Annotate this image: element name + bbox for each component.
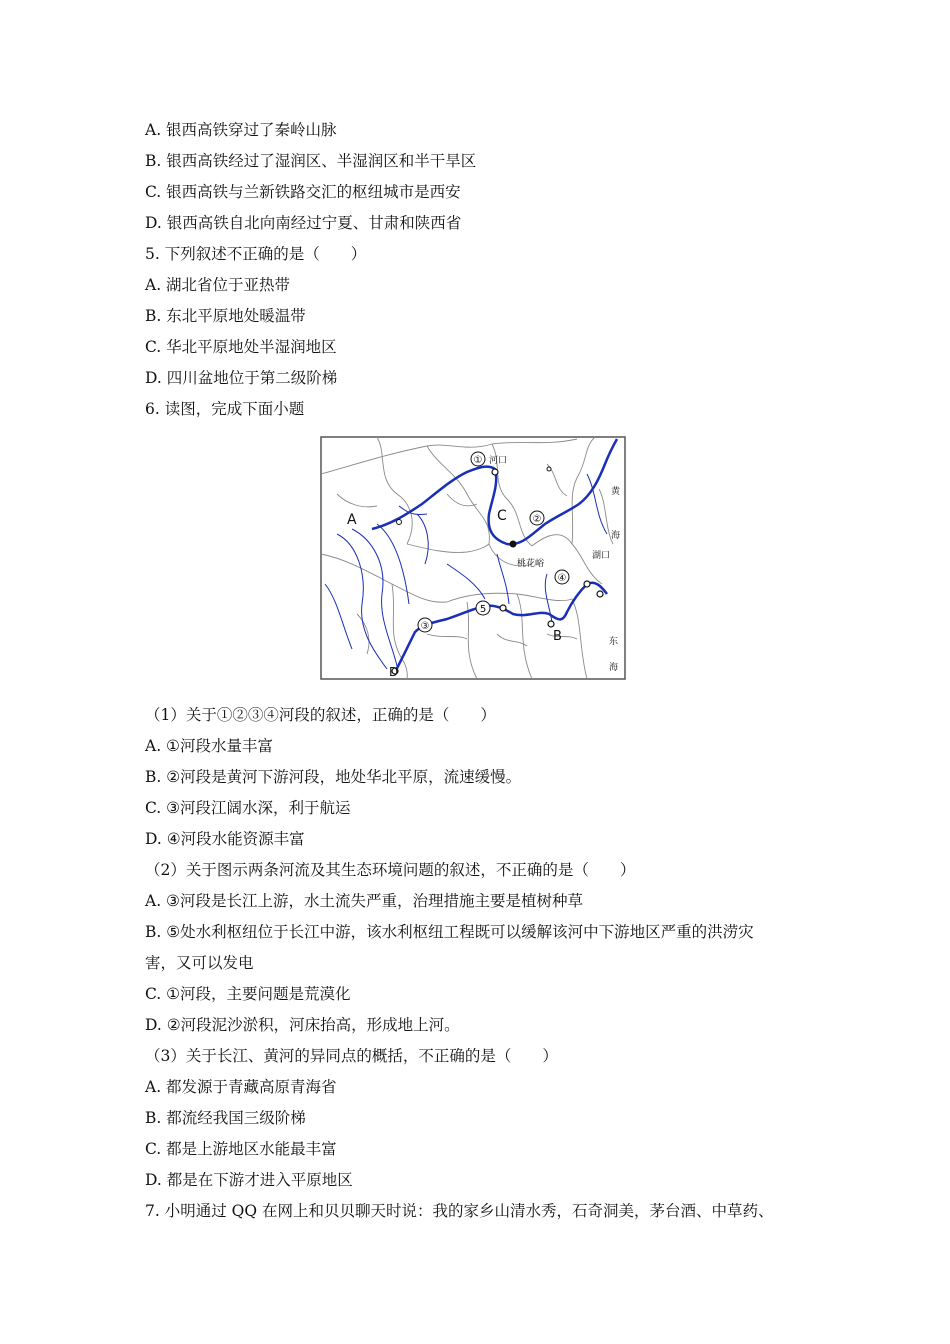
river-map-figure: [317, 434, 629, 682]
q6-sub2-option-c: C. ①河段，主要问题是荒漠化: [145, 985, 351, 1003]
q6-sub1-option-c: C. ③河段江阔水深，利于航运: [145, 799, 351, 817]
q6-sub1-option-b: B. ②河段是黄河下游河段，地处华北平原，流速缓慢。: [145, 768, 522, 786]
label-dong: 东: [609, 637, 619, 647]
label-d: D: [389, 665, 399, 679]
q5-stem: 5. 下列叙述不正确的是（ ）: [145, 245, 367, 263]
label-a: A: [347, 512, 357, 528]
label-n1: ①: [473, 455, 483, 466]
q4-option-d: D. 银西高铁自北向南经过宁夏、甘肃和陕西省: [145, 214, 462, 232]
q6-sub2-option-d: D. ②河段泥沙淤积，河床抬高，形成地上河。: [145, 1016, 460, 1034]
q5-option-a: A. 湖北省位于亚热带: [145, 276, 291, 294]
q4-option-a: A. 银西高铁穿过了秦岭山脉: [145, 121, 337, 139]
label-n2: ②: [532, 514, 542, 525]
q6-sub2-option-a: A. ③河段是长江上游，水土流失严重，治理措施主要是植树种草: [145, 892, 583, 910]
q5-option-c: C. 华北平原地处半湿润地区: [145, 338, 337, 356]
q6-sub3-option-b: B. 都流经我国三级阶梯: [145, 1109, 306, 1127]
dam-point: [500, 605, 506, 611]
shanghai-point: [597, 591, 603, 597]
q6-sub3-stem: （3）关于长江、黄河的异同点的概括，不正确的是（ ）: [145, 1047, 558, 1065]
q6-sub3-option-d: D. 都是在下游才进入平原地区: [145, 1171, 353, 1189]
hekou-point: [492, 469, 498, 475]
label-n5: 5: [479, 604, 487, 615]
q5-option-d: D. 四川盆地位于第二级阶梯: [145, 369, 338, 387]
label-b: B: [553, 629, 562, 644]
label-hekou: 河口: [489, 456, 508, 466]
b-point: [548, 621, 554, 627]
q6-sub3-option-a: A. 都发源于青藏高原青海省: [145, 1078, 337, 1096]
label-huang: 黄: [611, 487, 621, 497]
q6-sub2-option-b: B. ⑤处水利枢纽位于长江中游，该水利枢纽工程既可以缓解该河中下游地区严重的洪涝灾: [145, 923, 754, 941]
q4-option-b: B. 银西高铁经过了湿润区、半湿润区和半干旱区: [145, 152, 477, 170]
label-hai2: 海: [609, 663, 619, 673]
label-taohuayu: 桃花峪: [517, 559, 545, 569]
q6-sub1-option-a: A. ①河段水量丰富: [145, 737, 273, 755]
label-c: C: [497, 508, 507, 524]
q6-sub3-option-c: C. 都是上游地区水能最丰富: [145, 1140, 337, 1158]
label-n3: ③: [420, 621, 430, 632]
label-n4: ④: [557, 573, 567, 584]
q6-sub1-option-d: D. ④河段水能资源丰富: [145, 830, 305, 848]
q6-sub2-stem: （2）关于图示两条河流及其生态环境问题的叙述，不正确的是（ ）: [145, 861, 636, 879]
beijing-point: [547, 467, 551, 471]
q6-sub2-option-b-cont: 害，又可以发电: [145, 954, 254, 972]
q6-sub1-stem: （1）关于①②③④河段的叙述，正确的是（ ）: [145, 706, 496, 724]
q5-option-b: B. 东北平原地处暖温带: [145, 307, 306, 325]
label-hukou: 湖口: [592, 551, 611, 561]
lanzhou-point: [397, 520, 402, 525]
q4-option-c: C. 银西高铁与兰新铁路交汇的枢纽城市是西安: [145, 183, 461, 201]
label-hai1: 海: [611, 531, 621, 541]
taohuayu-point: [510, 541, 517, 548]
q6-stem: 6. 读图，完成下面小题: [145, 400, 305, 418]
q7-stem: 7. 小明通过 QQ 在网上和贝贝聊天时说：我的家乡山清水秀，石奇洞美，茅台酒、中草药、: [145, 1202, 774, 1220]
river-map: [317, 434, 629, 682]
hukou-point: [584, 581, 590, 587]
